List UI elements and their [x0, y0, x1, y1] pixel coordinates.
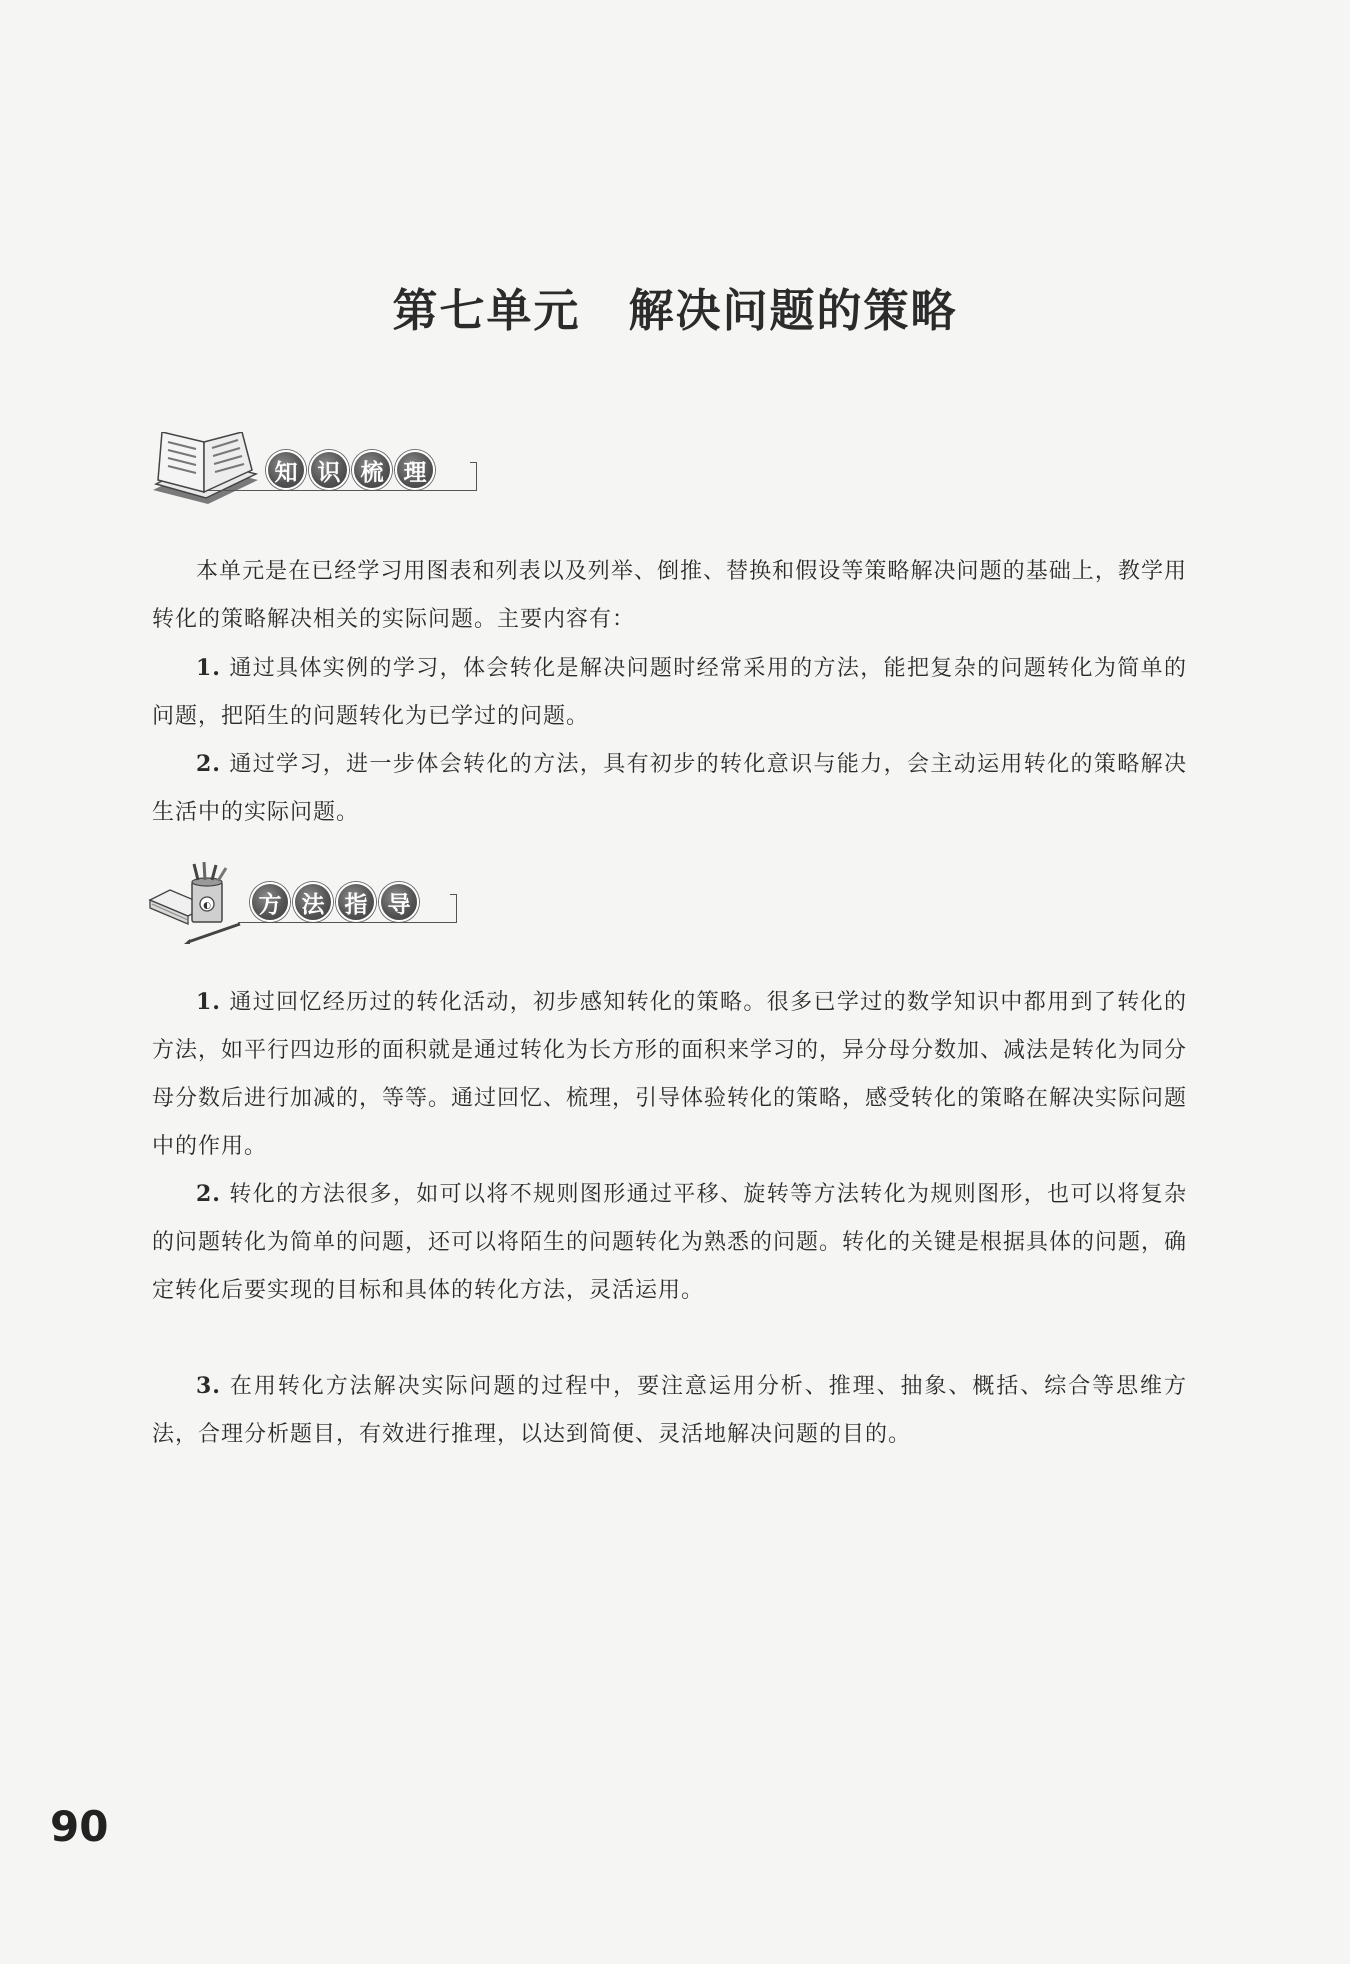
paragraph: 2. 转化的方法很多，如可以将不规则图形通过平移、旋转等方法转化为规则图形，也可以将复杂的问题转化为简单的问题，还可以将陌生的问题转化为熟悉的问题。转化的关键是根据具体的问题，确定转化后要实现的目标和具体的转化方法，灵活运用。	[152, 1181, 1188, 1303]
section-header-knowledge	[148, 432, 478, 512]
unit-label: 第七单元	[392, 284, 581, 337]
item-number: 1.	[196, 655, 221, 681]
unit-topic: 解决问题的策略	[628, 284, 958, 337]
item-number: 2.	[196, 751, 221, 777]
badge-char: 法	[293, 882, 333, 922]
badge-char: 导	[379, 882, 419, 922]
badge-char: 指	[336, 882, 376, 922]
paragraph: 1. 通过回忆经历过的转化活动，初步感知转化的策略。很多已学过的数学知识中都用到了转化的方法，如平行四边形的面积就是通过转化为长方形的面积来学习的，异分母分数加、减法是转化为同分母分数后进行加减的，等等。通过回忆、梳理，引导体验转化的策略，感受转化的策略在解决实际问题中的作用。	[152, 989, 1188, 1159]
paragraph: 本单元是在已经学习用图表和列表以及列举、倒推、替换和假设等策略解决问题的基础上，教学用转化的策略解决相关的实际问题。主要内容有：	[152, 559, 1187, 632]
open-book-icon	[148, 432, 263, 512]
section-header-method	[148, 862, 458, 942]
unit-title	[0, 274, 1350, 339]
item-number: 2.	[196, 1181, 221, 1207]
section-underline-end	[476, 462, 477, 491]
svg-text:◐: ◐	[203, 901, 211, 911]
badge-char: 方	[250, 882, 290, 922]
page-number: 90	[50, 1802, 109, 1851]
badge-char: 梳	[352, 450, 392, 490]
pencil-cup-icon	[148, 862, 248, 946]
paragraph: 1. 通过具体实例的学习，体会转化是解决问题时经常采用的方法，能把复杂的问题转化为简单的问题，把陌生的问题转化为已学过的问题。	[152, 655, 1187, 729]
badge-char: 理	[395, 450, 435, 490]
section-underline	[208, 490, 476, 491]
paragraph: 2. 通过学习，进一步体会转化的方法，具有初步的转化意识与能力，会主动运用转化的策略解决生活中的实际问题。	[152, 751, 1187, 825]
badge-char: 识	[309, 450, 349, 490]
badge-char: 知	[266, 450, 306, 490]
paragraph: 3. 在用转化方法解决实际问题的过程中，要注意运用分析、推理、抽象、概括、综合等思维方法，合理分析题目，有效进行推理，以达到简便、灵活地解决问题的目的。	[152, 1373, 1187, 1447]
section-underline	[238, 922, 456, 923]
item-number: 3.	[196, 1373, 221, 1399]
section-underline-end	[456, 894, 457, 923]
section-label-knowledge	[266, 450, 435, 490]
section-label-method	[250, 882, 419, 922]
item-number: 1.	[196, 989, 221, 1015]
